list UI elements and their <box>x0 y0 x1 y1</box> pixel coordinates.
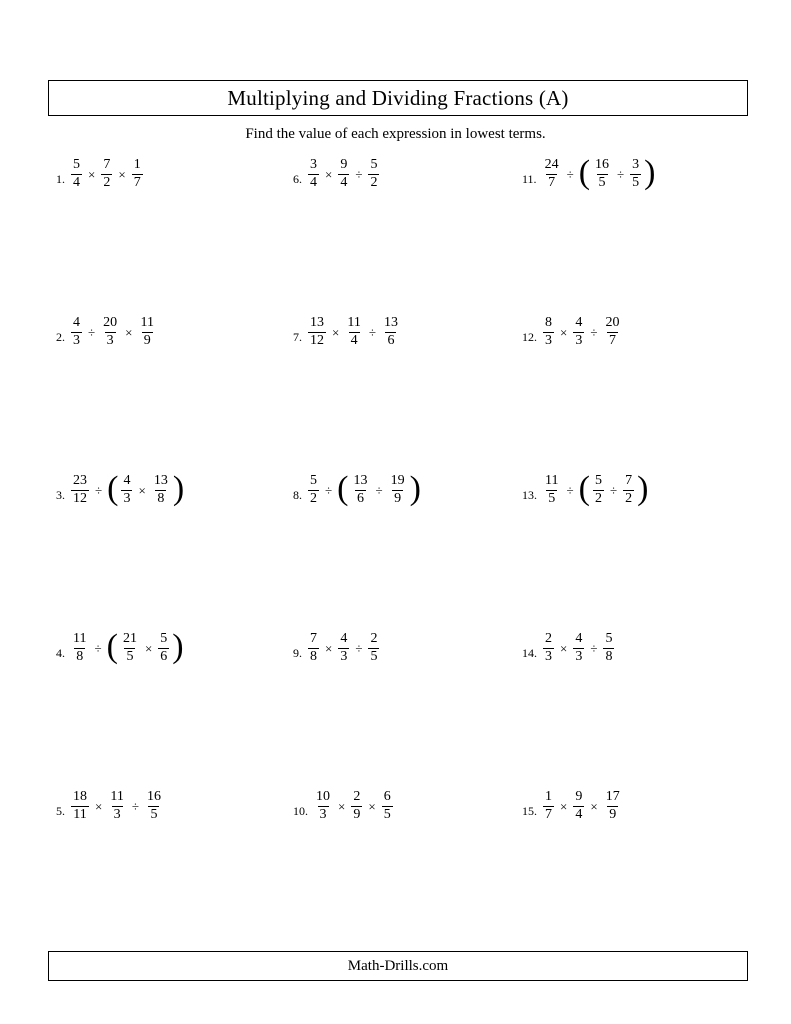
denominator: 8 <box>605 648 613 664</box>
open-paren: ( <box>337 469 349 507</box>
fraction <box>108 790 125 822</box>
fraction <box>543 316 554 348</box>
denominator: 2 <box>370 174 378 190</box>
numerator: 3 <box>632 157 640 172</box>
question-row <box>48 468 748 626</box>
denominator: 8 <box>157 490 165 506</box>
numerator: 23 <box>73 473 87 488</box>
denominator: 3 <box>113 806 121 822</box>
denominator: 3 <box>73 332 80 348</box>
multiply-operator: × <box>138 482 146 498</box>
denominator: 2 <box>625 490 633 506</box>
numerator: 8 <box>545 315 552 330</box>
fraction <box>345 316 362 348</box>
divide-operator: ÷ <box>368 324 376 340</box>
multiply-operator: × <box>560 798 568 814</box>
question-cell <box>281 784 514 942</box>
multiply-operator: × <box>332 324 340 340</box>
denominator: 4 <box>350 332 358 348</box>
question-cell <box>281 152 514 310</box>
numerator: 19 <box>390 473 405 488</box>
question-number: 11. <box>522 172 537 186</box>
question-cell <box>48 310 281 468</box>
question-cell <box>48 468 281 626</box>
numerator: 1 <box>545 789 552 804</box>
questions-grid <box>48 152 748 942</box>
question-expression <box>541 790 624 822</box>
denominator: 3 <box>545 648 552 664</box>
denominator: 5 <box>150 806 158 822</box>
fraction <box>543 474 560 506</box>
numerator: 4 <box>73 315 80 330</box>
fraction <box>543 632 554 664</box>
multiply-operator: × <box>590 798 598 814</box>
fraction <box>368 158 379 190</box>
question-number: 3. <box>56 488 65 502</box>
question-cell <box>514 152 747 310</box>
question-number: 4. <box>56 646 65 660</box>
multiply-operator: × <box>368 798 376 814</box>
denominator: 5 <box>383 806 391 822</box>
question-row <box>48 784 748 942</box>
numerator: 2 <box>370 631 378 646</box>
fraction <box>573 790 584 822</box>
denominator: 2 <box>594 490 602 506</box>
question-expression <box>69 627 185 665</box>
numerator: 18 <box>73 789 87 804</box>
fraction <box>593 158 611 190</box>
numerator: 4 <box>123 473 131 488</box>
numerator: 10 <box>316 789 330 804</box>
close-paren: ) <box>644 153 656 191</box>
question-number: 12. <box>522 330 537 344</box>
denominator: 7 <box>133 174 141 190</box>
question-cell <box>514 784 747 942</box>
multiply-operator: × <box>560 324 568 340</box>
close-paren: ) <box>172 469 185 507</box>
fraction <box>308 632 319 664</box>
denominator: 7 <box>548 174 556 190</box>
denominator: 4 <box>340 174 348 190</box>
fraction <box>351 790 362 822</box>
fraction <box>593 474 604 506</box>
denominator: 3 <box>575 332 583 348</box>
open-paren: ( <box>578 153 591 191</box>
denominator: 3 <box>123 490 131 506</box>
multiply-operator: × <box>125 324 133 340</box>
denominator: 6 <box>356 490 364 506</box>
fraction <box>543 158 561 190</box>
question-expression <box>312 790 395 822</box>
divide-operator: ÷ <box>609 482 618 498</box>
numerator: 4 <box>575 631 583 646</box>
open-paren: ( <box>106 627 118 665</box>
question-cell <box>514 626 747 784</box>
multiply-operator: × <box>95 798 103 814</box>
question-expression <box>306 158 381 190</box>
question-number: 7. <box>293 330 302 344</box>
numerator: 6 <box>383 789 391 804</box>
question-cell <box>281 626 514 784</box>
denominator: 9 <box>609 806 617 822</box>
fraction <box>382 316 400 348</box>
denominator: 12 <box>73 490 87 506</box>
numerator: 13 <box>310 315 324 330</box>
numerator: 5 <box>160 631 168 646</box>
denominator: 8 <box>310 648 317 664</box>
page-title: Multiplying and Dividing Fractions (A) <box>227 85 569 110</box>
question-cell <box>281 468 514 626</box>
fraction <box>603 316 621 348</box>
multiply-operator: × <box>560 640 568 656</box>
numerator: 7 <box>625 473 633 488</box>
denominator: 9 <box>353 806 361 822</box>
fraction <box>603 632 614 664</box>
fraction <box>338 158 349 190</box>
question-number: 8. <box>293 488 302 502</box>
divide-operator: ÷ <box>355 166 363 182</box>
close-paren: ) <box>409 469 421 507</box>
denominator: 9 <box>143 332 151 348</box>
question-number: 1. <box>56 172 65 186</box>
question-cell <box>281 310 514 468</box>
fraction <box>623 474 634 506</box>
fraction <box>101 158 112 190</box>
denominator: 11 <box>73 806 87 822</box>
question-number: 14. <box>522 646 537 660</box>
denominator: 6 <box>160 648 168 664</box>
denominator: 2 <box>310 490 317 506</box>
divide-operator: ÷ <box>95 482 103 498</box>
fraction <box>308 158 319 190</box>
fraction <box>308 316 326 348</box>
divide-operator: ÷ <box>325 482 333 498</box>
numerator: 5 <box>594 473 602 488</box>
question-row <box>48 310 748 468</box>
fraction <box>121 474 132 506</box>
close-paren: ) <box>637 469 649 507</box>
denominator: 5 <box>126 648 134 664</box>
fraction <box>368 632 379 664</box>
question-number: 2. <box>56 330 65 344</box>
fraction <box>573 632 584 664</box>
numerator: 11 <box>110 789 124 804</box>
multiply-operator: × <box>88 166 96 182</box>
denominator: 7 <box>608 332 616 348</box>
fraction <box>158 632 169 664</box>
denominator: 5 <box>370 648 378 664</box>
numerator: 9 <box>575 789 583 804</box>
question-number: 10. <box>293 804 308 818</box>
fraction <box>314 790 332 822</box>
numerator: 11 <box>347 315 361 330</box>
close-paren: ) <box>172 627 184 665</box>
divide-operator: ÷ <box>355 640 363 656</box>
numerator: 2 <box>545 631 552 646</box>
fraction <box>573 316 584 348</box>
numerator: 13 <box>153 473 168 488</box>
footer-box <box>48 951 748 981</box>
numerator: 1 <box>133 157 141 172</box>
fraction <box>71 158 82 190</box>
numerator: 5 <box>73 157 80 172</box>
denominator: 12 <box>310 332 324 348</box>
divide-operator: ÷ <box>375 482 383 498</box>
fraction <box>132 158 143 190</box>
question-expression <box>541 469 649 507</box>
fraction <box>630 158 641 190</box>
question-expression <box>69 158 145 190</box>
numerator: 3 <box>310 157 317 172</box>
fraction <box>71 790 89 822</box>
question-expression <box>69 469 185 507</box>
denominator: 5 <box>548 490 556 506</box>
question-expression <box>306 316 402 348</box>
question-expression <box>541 632 616 664</box>
numerator: 7 <box>103 157 111 172</box>
question-cell <box>48 784 281 942</box>
footer-label: Math-Drills.com <box>347 957 449 974</box>
question-expression <box>69 790 165 822</box>
fraction <box>543 790 554 822</box>
question-cell <box>48 152 281 310</box>
fraction <box>389 474 407 506</box>
numerator: 5 <box>605 631 613 646</box>
question-number: 5. <box>56 804 65 818</box>
denominator: 3 <box>545 332 552 348</box>
numerator: 24 <box>544 157 559 172</box>
divide-operator: ÷ <box>617 166 625 182</box>
denominator: 2 <box>103 174 111 190</box>
fraction <box>71 316 82 348</box>
fraction <box>382 790 393 822</box>
divide-operator: ÷ <box>566 166 574 182</box>
fraction <box>145 790 163 822</box>
numerator: 16 <box>595 157 610 172</box>
fraction <box>138 316 155 348</box>
question-cell <box>514 310 747 468</box>
numerator: 13 <box>353 473 368 488</box>
fraction <box>338 632 349 664</box>
instructions-text: Find the value of each expression in lowest terms. <box>245 126 546 142</box>
denominator: 6 <box>387 332 395 348</box>
multiply-operator: × <box>338 798 346 814</box>
fraction <box>308 474 319 506</box>
fraction <box>152 474 170 506</box>
divide-operator: ÷ <box>590 640 598 656</box>
multiply-operator: × <box>325 640 333 656</box>
divide-operator: ÷ <box>131 798 139 814</box>
fraction <box>71 632 88 664</box>
fraction <box>351 474 369 506</box>
fraction <box>604 790 622 822</box>
numerator: 13 <box>383 315 398 330</box>
open-paren: ( <box>107 469 119 507</box>
question-row <box>48 626 748 784</box>
numerator: 4 <box>575 315 583 330</box>
question-cell <box>514 468 747 626</box>
denominator: 3 <box>106 332 114 348</box>
denominator: 4 <box>73 174 80 190</box>
denominator: 4 <box>310 174 317 190</box>
multiply-operator: × <box>325 166 333 182</box>
denominator: 5 <box>632 174 640 190</box>
question-expression <box>541 316 623 348</box>
question-expression <box>306 469 422 507</box>
numerator: 11 <box>545 473 559 488</box>
numerator: 5 <box>310 473 317 488</box>
numerator: 20 <box>605 315 620 330</box>
fraction <box>121 632 139 664</box>
numerator: 16 <box>146 789 161 804</box>
numerator: 11 <box>140 315 154 330</box>
numerator: 17 <box>605 789 620 804</box>
question-expression <box>306 632 381 664</box>
question-number: 13. <box>522 488 537 502</box>
numerator: 7 <box>310 631 317 646</box>
numerator: 9 <box>340 157 348 172</box>
divide-operator: ÷ <box>94 640 102 656</box>
multiply-operator: × <box>118 166 126 182</box>
numerator: 4 <box>340 631 348 646</box>
fraction <box>71 474 89 506</box>
divide-operator: ÷ <box>88 324 96 340</box>
numerator: 5 <box>370 157 378 172</box>
question-expression <box>541 153 657 191</box>
denominator: 7 <box>545 806 552 822</box>
multiply-operator: × <box>144 640 153 656</box>
numerator: 21 <box>122 631 137 646</box>
title-box <box>48 80 748 116</box>
numerator: 11 <box>73 631 87 646</box>
denominator: 9 <box>394 490 402 506</box>
question-number: 6. <box>293 172 302 186</box>
denominator: 3 <box>340 648 348 664</box>
divide-operator: ÷ <box>590 324 598 340</box>
question-expression <box>69 316 158 348</box>
denominator: 8 <box>76 648 84 664</box>
denominator: 5 <box>598 174 606 190</box>
question-number: 15. <box>522 804 537 818</box>
numerator: 20 <box>103 315 118 330</box>
numerator: 2 <box>353 789 361 804</box>
denominator: 4 <box>575 806 583 822</box>
denominator: 3 <box>575 648 583 664</box>
question-number: 9. <box>293 646 302 660</box>
question-cell <box>48 626 281 784</box>
denominator: 3 <box>319 806 327 822</box>
fraction <box>101 316 119 348</box>
divide-operator: ÷ <box>566 482 574 498</box>
open-paren: ( <box>578 469 590 507</box>
question-row <box>48 152 748 310</box>
